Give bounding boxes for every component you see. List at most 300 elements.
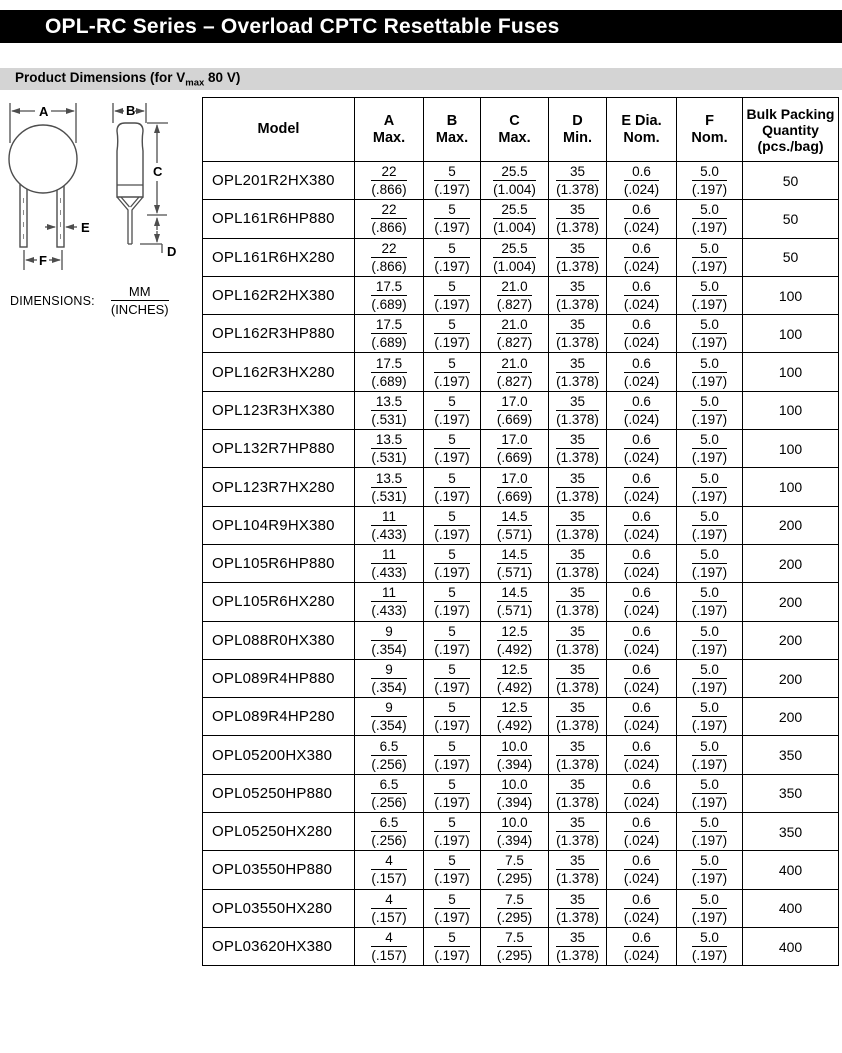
f-dimension-value: $\frac{5.0}{(.197)}$ — [691, 240, 728, 274]
table-row — [203, 430, 839, 468]
e-dimension-cell — [607, 621, 677, 659]
model-cell: OPL105R6HX280 — [203, 583, 355, 621]
f-dimension-value: $\frac{5.0}{(.197)}$ — [691, 930, 728, 964]
b-dimension-cell — [424, 391, 481, 429]
e-dimension-cell — [607, 276, 677, 314]
e-dimension-value: $\frac{0.6}{(.024)}$ — [623, 317, 660, 351]
f-dimension-cell — [677, 774, 743, 812]
table-row — [203, 200, 839, 238]
c-dimension-value: $\frac{10.0}{(.394)}$ — [496, 815, 533, 849]
f-dimension-value: $\frac{5.0}{(.197)}$ — [691, 279, 728, 313]
model-cell: OPL05200HX380 — [203, 736, 355, 774]
c-dimension-cell — [481, 889, 549, 927]
model-cell: OPL03550HX280 — [203, 889, 355, 927]
product-dimensions-diagram — [0, 97, 200, 292]
a-dimension-cell — [355, 200, 424, 238]
model-cell: OPL123R7HX280 — [203, 468, 355, 506]
f-dimension-cell — [677, 736, 743, 774]
b-dimension-value: $\frac{5}{(.197)}$ — [434, 815, 470, 849]
a-dimension-value: $\frac{13.5}{(.531)}$ — [371, 470, 407, 504]
c-dimension-cell — [481, 659, 549, 697]
d-dimension-cell — [549, 238, 607, 276]
d-dimension-value: $\frac{35}{(1.378)}$ — [556, 700, 599, 734]
e-dimension-cell — [607, 889, 677, 927]
e-dimension-cell — [607, 162, 677, 200]
f-dimension-value: $\frac{5.0}{(.197)}$ — [691, 355, 728, 389]
e-dimension-value: $\frac{0.6}{(.024)}$ — [623, 776, 660, 810]
section-title: Product Dimensions (for $V_{max}$ 80 V) — [15, 69, 241, 89]
f-dimension-value: $\frac{5.0}{(.197)}$ — [691, 202, 728, 236]
e-dimension-value: $\frac{0.6}{(.024)}$ — [623, 700, 660, 734]
b-dimension-cell — [424, 813, 481, 851]
b-dimension-value: $\frac{5}{(.197)}$ — [434, 355, 470, 389]
d-dimension-value: $\frac{35}{(1.378)}$ — [556, 930, 599, 964]
c-dimension-cell — [481, 774, 549, 812]
d-dimension-cell — [549, 583, 607, 621]
b-dimension-value: $\frac{5}{(.197)}$ — [434, 164, 470, 198]
f-dimension-cell — [677, 583, 743, 621]
a-dimension-cell — [355, 813, 424, 851]
b-dimension-value: $\frac{5}{(.197)}$ — [434, 393, 470, 427]
col-header-e-dia-nom: E Dia. Nom. — [607, 98, 677, 162]
a-dimension-cell — [355, 544, 424, 582]
table-row — [203, 353, 839, 391]
a-dimension-cell — [355, 353, 424, 391]
c-dimension-value: $\frac{21.0}{(.827)}$ — [496, 317, 533, 351]
table-row — [203, 889, 839, 927]
c-dimension-cell — [481, 544, 549, 582]
e-dimension-value: $\frac{0.6}{(.024)}$ — [623, 547, 660, 581]
d-dimension-value: $\frac{35}{(1.378)}$ — [556, 432, 599, 466]
a-dimension-value: $\frac{22}{(.866)}$ — [371, 240, 407, 274]
model-cell: OPL162R3HP880 — [203, 315, 355, 353]
e-dimension-cell — [607, 698, 677, 736]
bulk-packing-quantity-cell: 350 — [743, 736, 839, 774]
table-row — [203, 544, 839, 582]
e-dimension-cell — [607, 927, 677, 965]
table-row — [203, 391, 839, 429]
c-dimension-value: $\frac{25.5}{(1.004)}$ — [493, 164, 536, 198]
b-dimension-value: $\frac{5}{(.197)}$ — [434, 317, 470, 351]
model-cell: OPL201R2HX380 — [203, 162, 355, 200]
d-dimension-cell — [549, 391, 607, 429]
d-dimension-cell — [549, 927, 607, 965]
f-dimension-cell — [677, 238, 743, 276]
d-dimension-value: $\frac{35}{(1.378)}$ — [556, 240, 599, 274]
f-dimension-value: $\frac{5.0}{(.197)}$ — [691, 776, 728, 810]
f-dimension-value: $\frac{5.0}{(.197)}$ — [691, 393, 728, 427]
b-dimension-value: $\frac{5}{(.197)}$ — [434, 279, 470, 313]
c-dimension-cell — [481, 353, 549, 391]
e-dimension-cell — [607, 659, 677, 697]
e-dimension-value: $\frac{0.6}{(.024)}$ — [623, 202, 660, 236]
a-dimension-cell — [355, 698, 424, 736]
d-dimension-value: $\frac{35}{(1.378)}$ — [556, 585, 599, 619]
d-dimension-value: $\frac{35}{(1.378)}$ — [556, 738, 599, 772]
c-dimension-value: $\frac{17.0}{(.669)}$ — [496, 432, 533, 466]
e-dimension-value: $\frac{0.6}{(.024)}$ — [623, 240, 660, 274]
f-dimension-cell — [677, 276, 743, 314]
bulk-packing-quantity-cell: 100 — [743, 276, 839, 314]
c-dimension-value: $\frac{21.0}{(.827)}$ — [496, 279, 533, 313]
c-dimension-cell — [481, 276, 549, 314]
a-dimension-value: $\frac{4}{(.157)}$ — [371, 930, 407, 964]
bulk-packing-quantity-cell: 100 — [743, 315, 839, 353]
bulk-packing-quantity-cell: 200 — [743, 583, 839, 621]
f-dimension-value: $\frac{5.0}{(.197)}$ — [691, 891, 728, 925]
d-dimension-value: $\frac{35}{(1.378)}$ — [556, 776, 599, 810]
units-mm: MM — [111, 284, 169, 301]
d-dimension-value: $\frac{35}{(1.378)}$ — [556, 470, 599, 504]
table-row — [203, 468, 839, 506]
bulk-packing-quantity-cell: 350 — [743, 774, 839, 812]
a-dimension-value: $\frac{11}{(.433)}$ — [371, 585, 407, 619]
a-dimension-cell — [355, 621, 424, 659]
d-dimension-value: $\frac{35}{(1.378)}$ — [556, 508, 599, 542]
dim-label-c: C — [153, 164, 163, 179]
c-dimension-value: $\frac{14.5}{(.571)}$ — [496, 508, 533, 542]
a-dimension-value: $\frac{13.5}{(.531)}$ — [371, 432, 407, 466]
d-dimension-value: $\frac{35}{(1.378)}$ — [556, 853, 599, 887]
bulk-packing-quantity-cell: 350 — [743, 813, 839, 851]
f-dimension-cell — [677, 162, 743, 200]
table-row — [203, 659, 839, 697]
e-dimension-cell — [607, 544, 677, 582]
table-row — [203, 583, 839, 621]
table-row — [203, 276, 839, 314]
b-dimension-cell — [424, 659, 481, 697]
a-dimension-cell — [355, 238, 424, 276]
model-cell: OPL05250HX280 — [203, 813, 355, 851]
table-row — [203, 851, 839, 889]
model-cell: OPL161R6HX280 — [203, 238, 355, 276]
c-dimension-value: $\frac{10.0}{(.394)}$ — [496, 738, 533, 772]
f-dimension-value: $\frac{5.0}{(.197)}$ — [691, 662, 728, 695]
b-dimension-cell — [424, 430, 481, 468]
b-dimension-value: $\frac{5}{(.197)}$ — [434, 547, 470, 581]
model-cell: OPL161R6HP880 — [203, 200, 355, 238]
c-dimension-cell — [481, 851, 549, 889]
b-dimension-cell — [424, 927, 481, 965]
b-dimension-cell — [424, 774, 481, 812]
table-row — [203, 813, 839, 851]
a-dimension-value: $\frac{17.5}{(.689)}$ — [371, 279, 407, 313]
b-dimension-value: $\frac{5}{(.197)}$ — [434, 930, 470, 964]
table-row — [203, 736, 839, 774]
c-dimension-value: $\frac{17.0}{(.669)}$ — [496, 470, 533, 504]
b-dimension-cell — [424, 353, 481, 391]
c-dimension-cell — [481, 200, 549, 238]
f-dimension-cell — [677, 889, 743, 927]
d-dimension-cell — [549, 736, 607, 774]
c-dimension-cell — [481, 238, 549, 276]
c-dimension-value: $\frac{25.5}{(1.004)}$ — [493, 240, 536, 274]
d-dimension-cell — [549, 889, 607, 927]
table-row — [203, 506, 839, 544]
f-dimension-value: $\frac{5.0}{(.197)}$ — [691, 815, 728, 849]
e-dimension-value: $\frac{0.6}{(.024)}$ — [623, 623, 660, 657]
e-dimension-value: $\frac{0.6}{(.024)}$ — [623, 164, 660, 198]
d-dimension-value: $\frac{35}{(1.378)}$ — [556, 623, 599, 657]
c-dimension-cell — [481, 430, 549, 468]
a-dimension-value: $\frac{17.5}{(.689)}$ — [371, 355, 407, 389]
d-dimension-cell — [549, 430, 607, 468]
f-dimension-cell — [677, 315, 743, 353]
d-dimension-cell — [549, 698, 607, 736]
a-dimension-value: $\frac{9}{(.354)}$ — [371, 662, 407, 695]
a-dimension-cell — [355, 659, 424, 697]
b-dimension-cell — [424, 506, 481, 544]
a-dimension-value: $\frac{22}{(.866)}$ — [371, 202, 407, 236]
b-dimension-value: $\frac{5}{(.197)}$ — [434, 202, 470, 236]
model-cell: OPL089R4HP880 — [203, 659, 355, 697]
model-cell: OPL03550HP880 — [203, 851, 355, 889]
bulk-packing-quantity-cell: 400 — [743, 927, 839, 965]
f-dimension-cell — [677, 813, 743, 851]
a-dimension-cell — [355, 889, 424, 927]
e-dimension-value: $\frac{0.6}{(.024)}$ — [623, 508, 660, 542]
b-dimension-value: $\frac{5}{(.197)}$ — [434, 432, 470, 466]
e-dimension-value: $\frac{0.6}{(.024)}$ — [623, 891, 660, 925]
bulk-packing-quantity-cell: 100 — [743, 468, 839, 506]
d-dimension-cell — [549, 353, 607, 391]
a-dimension-cell — [355, 391, 424, 429]
f-dimension-value: $\frac{5.0}{(.197)}$ — [691, 432, 728, 466]
a-dimension-value: $\frac{4}{(.157)}$ — [371, 853, 407, 887]
e-dimension-cell — [607, 774, 677, 812]
a-dimension-cell — [355, 162, 424, 200]
d-dimension-cell — [549, 162, 607, 200]
b-dimension-value: $\frac{5}{(.197)}$ — [434, 662, 470, 695]
a-dimension-cell — [355, 583, 424, 621]
e-dimension-cell — [607, 200, 677, 238]
bulk-packing-quantity-cell: 200 — [743, 544, 839, 582]
f-dimension-cell — [677, 200, 743, 238]
b-dimension-cell — [424, 468, 481, 506]
b-dimension-value: $\frac{5}{(.197)}$ — [434, 700, 470, 734]
dimensions-label: DIMENSIONS: — [10, 293, 95, 308]
e-dimension-value: $\frac{0.6}{(.024)}$ — [623, 662, 660, 695]
e-dimension-cell — [607, 238, 677, 276]
bulk-packing-quantity-cell: 100 — [743, 391, 839, 429]
e-dimension-cell — [607, 315, 677, 353]
table-row — [203, 927, 839, 965]
c-dimension-cell — [481, 698, 549, 736]
bulk-packing-quantity-cell: 100 — [743, 430, 839, 468]
d-dimension-value: $\frac{35}{(1.378)}$ — [556, 891, 599, 925]
b-dimension-value: $\frac{5}{(.197)}$ — [434, 240, 470, 274]
b-dimension-cell — [424, 583, 481, 621]
b-dimension-cell — [424, 200, 481, 238]
f-dimension-cell — [677, 927, 743, 965]
b-dimension-value: $\frac{5}{(.197)}$ — [434, 508, 470, 542]
e-dimension-cell — [607, 468, 677, 506]
d-dimension-cell — [549, 621, 607, 659]
f-dimension-cell — [677, 468, 743, 506]
f-dimension-value: $\frac{5.0}{(.197)}$ — [691, 623, 728, 657]
model-cell: OPL088R0HX380 — [203, 621, 355, 659]
a-dimension-value: $\frac{6.5}{(.256)}$ — [371, 815, 407, 849]
f-dimension-value: $\frac{5.0}{(.197)}$ — [691, 738, 728, 772]
d-dimension-value: $\frac{35}{(1.378)}$ — [556, 202, 599, 236]
fuse-dimension-drawing — [0, 97, 200, 292]
b-dimension-cell — [424, 851, 481, 889]
col-header-a-max: A Max. — [355, 98, 424, 162]
c-dimension-cell — [481, 162, 549, 200]
a-dimension-value: $\frac{17.5}{(.689)}$ — [371, 317, 407, 351]
e-dimension-cell — [607, 506, 677, 544]
b-dimension-cell — [424, 162, 481, 200]
b-dimension-cell — [424, 621, 481, 659]
b-dimension-value: $\frac{5}{(.197)}$ — [434, 891, 470, 925]
e-dimension-cell — [607, 353, 677, 391]
bulk-packing-quantity-cell: 200 — [743, 659, 839, 697]
d-dimension-cell — [549, 468, 607, 506]
model-cell: OPL123R3HX380 — [203, 391, 355, 429]
a-dimension-cell — [355, 774, 424, 812]
bulk-packing-quantity-cell: 400 — [743, 889, 839, 927]
e-dimension-value: $\frac{0.6}{(.024)}$ — [623, 815, 660, 849]
table-row — [203, 698, 839, 736]
b-dimension-value: $\frac{5}{(.197)}$ — [434, 853, 470, 887]
d-dimension-cell — [549, 813, 607, 851]
f-dimension-cell — [677, 851, 743, 889]
a-dimension-value: $\frac{4}{(.157)}$ — [371, 891, 407, 925]
dim-label-d: D — [167, 244, 177, 259]
c-dimension-cell — [481, 391, 549, 429]
c-dimension-value: $\frac{14.5}{(.571)}$ — [496, 585, 533, 619]
e-dimension-value: $\frac{0.6}{(.024)}$ — [623, 738, 660, 772]
col-header-model: Model — [203, 98, 355, 162]
f-dimension-value: $\frac{5.0}{(.197)}$ — [691, 508, 728, 542]
a-dimension-cell — [355, 736, 424, 774]
a-dimension-value: $\frac{6.5}{(.256)}$ — [371, 738, 407, 772]
d-dimension-value: $\frac{35}{(1.378)}$ — [556, 815, 599, 849]
d-dimension-cell — [549, 659, 607, 697]
d-dimension-value: $\frac{35}{(1.378)}$ — [556, 547, 599, 581]
b-dimension-cell — [424, 698, 481, 736]
b-dimension-cell — [424, 276, 481, 314]
e-dimension-cell — [607, 430, 677, 468]
d-dimension-cell — [549, 506, 607, 544]
c-dimension-value: $\frac{7.5}{(.295)}$ — [496, 930, 533, 964]
f-dimension-value: $\frac{5.0}{(.197)}$ — [691, 164, 728, 198]
e-dimension-value: $\frac{0.6}{(.024)}$ — [623, 355, 660, 389]
model-cell: OPL03620HX380 — [203, 927, 355, 965]
bulk-packing-quantity-cell: 100 — [743, 353, 839, 391]
a-dimension-cell — [355, 315, 424, 353]
b-dimension-cell — [424, 736, 481, 774]
e-dimension-value: $\frac{0.6}{(.024)}$ — [623, 930, 660, 964]
c-dimension-cell — [481, 583, 549, 621]
e-dimension-value: $\frac{0.6}{(.024)}$ — [623, 279, 660, 313]
dimensions-units-note — [10, 284, 169, 317]
c-dimension-value: $\frac{7.5}{(.295)}$ — [496, 853, 533, 887]
model-cell: OPL132R7HP880 — [203, 430, 355, 468]
a-dimension-cell — [355, 276, 424, 314]
model-cell: OPL162R3HX280 — [203, 353, 355, 391]
col-header-d-min: D Min. — [549, 98, 607, 162]
e-dimension-value: $\frac{0.6}{(.024)}$ — [623, 585, 660, 619]
c-dimension-value: $\frac{12.5}{(.492)}$ — [496, 662, 533, 695]
model-cell: OPL089R4HP280 — [203, 698, 355, 736]
b-dimension-value: $\frac{5}{(.197)}$ — [434, 738, 470, 772]
model-cell: OPL05250HP880 — [203, 774, 355, 812]
b-dimension-cell — [424, 238, 481, 276]
d-dimension-cell — [549, 200, 607, 238]
bulk-packing-quantity-cell: 50 — [743, 162, 839, 200]
d-dimension-cell — [549, 851, 607, 889]
a-dimension-value: $\frac{9}{(.354)}$ — [371, 623, 407, 657]
a-dimension-cell — [355, 506, 424, 544]
c-dimension-value: $\frac{12.5}{(.492)}$ — [496, 623, 533, 657]
table-row — [203, 162, 839, 200]
col-header-f-nom: F Nom. — [677, 98, 743, 162]
e-dimension-value: $\frac{0.6}{(.024)}$ — [623, 470, 660, 504]
a-dimension-cell — [355, 851, 424, 889]
disc-body-side-view — [117, 123, 143, 197]
c-dimension-cell — [481, 736, 549, 774]
vmax-subscript: max — [185, 77, 205, 89]
table-row — [203, 315, 839, 353]
b-dimension-cell — [424, 315, 481, 353]
table-row — [203, 774, 839, 812]
d-dimension-cell — [549, 315, 607, 353]
c-dimension-value: $\frac{7.5}{(.295)}$ — [496, 891, 533, 925]
dim-label-a: A — [39, 104, 49, 119]
title-bar — [0, 10, 842, 43]
table-header-row — [203, 98, 839, 162]
model-cell: OPL162R2HX380 — [203, 276, 355, 314]
dimensions-table — [202, 97, 839, 966]
bulk-packing-quantity-cell: 200 — [743, 698, 839, 736]
f-dimension-cell — [677, 621, 743, 659]
f-dimension-cell — [677, 698, 743, 736]
model-cell: OPL105R6HP880 — [203, 544, 355, 582]
e-dimension-value: $\frac{0.6}{(.024)}$ — [623, 432, 660, 466]
d-dimension-cell — [549, 774, 607, 812]
dim-label-b: B — [126, 103, 136, 118]
e-dimension-value: $\frac{0.6}{(.024)}$ — [623, 393, 660, 427]
f-dimension-cell — [677, 659, 743, 697]
c-dimension-cell — [481, 506, 549, 544]
c-dimension-cell — [481, 813, 549, 851]
d-dimension-value: $\frac{35}{(1.378)}$ — [556, 279, 599, 313]
a-dimension-value: $\frac{22}{(.866)}$ — [371, 164, 407, 198]
bulk-packing-quantity-cell: 50 — [743, 238, 839, 276]
e-dimension-cell — [607, 391, 677, 429]
section-header-bar — [0, 68, 842, 90]
model-cell: OPL104R9HX380 — [203, 506, 355, 544]
d-dimension-value: $\frac{35}{(1.378)}$ — [556, 662, 599, 695]
c-dimension-cell — [481, 315, 549, 353]
a-dimension-value: $\frac{13.5}{(.531)}$ — [371, 393, 407, 427]
c-dimension-cell — [481, 621, 549, 659]
f-dimension-cell — [677, 353, 743, 391]
a-dimension-value: $\frac{9}{(.354)}$ — [371, 700, 407, 734]
c-dimension-value: $\frac{21.0}{(.827)}$ — [496, 355, 533, 389]
e-dimension-cell — [607, 813, 677, 851]
a-dimension-cell — [355, 468, 424, 506]
f-dimension-value: $\frac{5.0}{(.197)}$ — [691, 470, 728, 504]
bulk-packing-quantity-cell: 50 — [743, 200, 839, 238]
f-dimension-cell — [677, 391, 743, 429]
a-dimension-cell — [355, 927, 424, 965]
f-dimension-cell — [677, 506, 743, 544]
d-dimension-cell — [549, 544, 607, 582]
page-title: OPL-RC Series – Overload CPTC Resettable Fuses — [45, 14, 560, 38]
a-dimension-value: $\frac{11}{(.433)}$ — [371, 547, 407, 581]
